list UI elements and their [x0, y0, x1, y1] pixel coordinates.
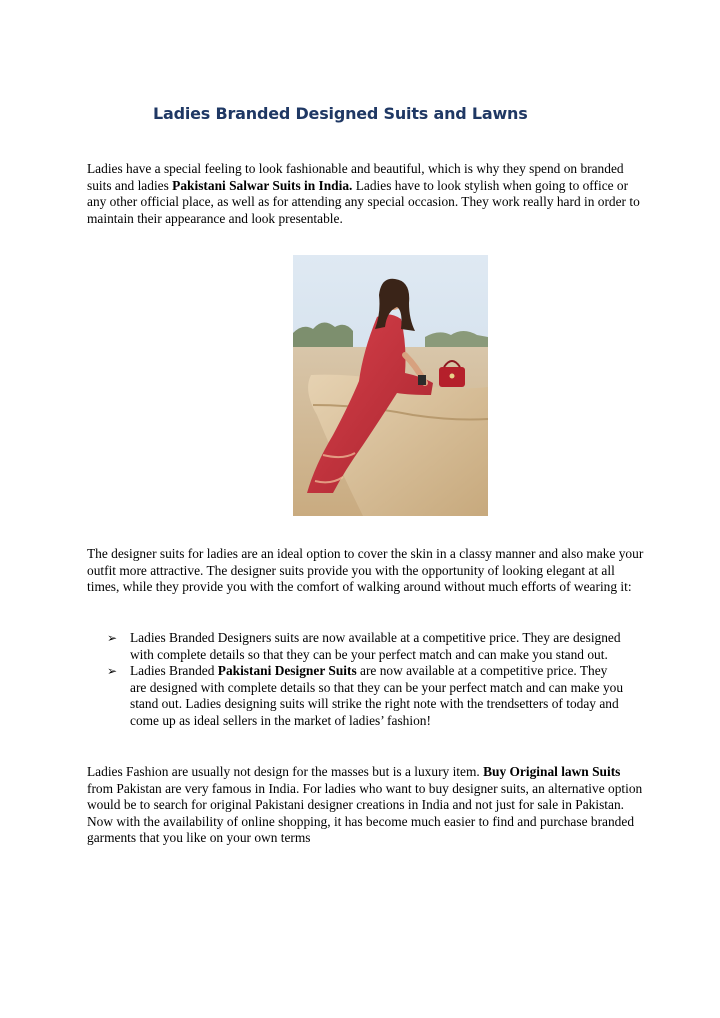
intro-bold-salwar-suits: Pakistani Salwar Suits in India. — [172, 177, 353, 193]
arrow-bullet-icon: ➢ — [107, 631, 118, 645]
bullet-text-2: are now available at a competitive price. They are designed with complete details so that they can be your perfect match and can make you stand out. Ladies designing suits will strike the right note with the trendsetters of today and come up as ideal sellers in the market of ladies’ fashion! — [130, 663, 624, 728]
bullet-text-1: Ladies Branded — [130, 663, 218, 679]
intro-paragraph — [87, 161, 647, 227]
fashion-bold-lawn-suits: Buy Original lawn Suits — [483, 764, 621, 779]
fashion-text-1: Ladies Fashion are usually not design for the masses but is a luxury item. — [87, 764, 484, 779]
fashion-paragraph — [87, 764, 647, 847]
intro-text-1: Ladies have a special feeling to look fashionable and beautiful, which is why they spend on branded suits and ladies — [87, 161, 624, 193]
intro-text-2: Ladies have to look stylish when going to office or any other official place, as well as for attending any special occasion. They work really hard in order to maintain their appearance and look presentable. — [87, 177, 640, 226]
bullet-item — [107, 663, 627, 729]
designer-suits-paragraph: The designer suits for ladies are an ideal option to cover the skin in a classy manner and also make your outfit more attractive. The designer suits provide you with the opportunity of looking elegant at all times, while they provide you with the comfort of walking around without much efforts of wearing it: — [87, 546, 644, 595]
model-photo — [293, 255, 488, 516]
bullet-item — [107, 630, 627, 663]
feature-bullet-list — [107, 630, 627, 730]
arrow-bullet-icon: ➢ — [107, 664, 118, 679]
bullet-text: Ladies Branded Designers suits are now available at a competitive price. They are designed with complete details so that they can be your perfect match and can make you stand out. — [130, 630, 621, 662]
page-title: Ladies Branded Designed Suits and Lawns — [153, 104, 528, 123]
bullet-bold-designer-suits: Pakistani Designer Suits — [217, 663, 357, 679]
fashion-text-2: from Pakistan are very famous in India. For ladies who want to buy designer suits, an alternative option would be to search for original Pakistani designer creations in India and not just for sale in Pakistan. Now with the availability of online shopping, it has become much easier to find and purchase branded garments that you like on your own terms — [87, 780, 643, 846]
